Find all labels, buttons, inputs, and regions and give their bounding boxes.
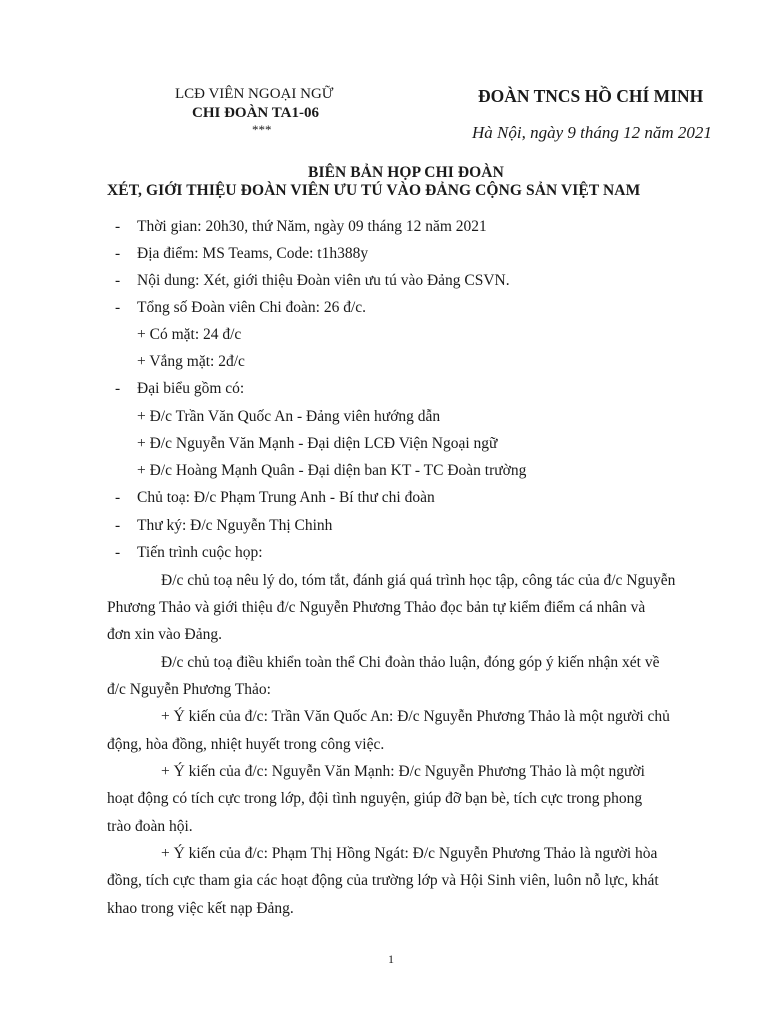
bullet-dash: - (115, 299, 121, 316)
opinion-line: + Ý kiến của đ/c: Phạm Thị Hồng Ngát: Đ/c Nguyễn Phương Thảo là người hòa (161, 845, 658, 862)
bullet-dash: - (115, 218, 121, 235)
page-number: 1 (388, 952, 394, 966)
bullet-dash: - (115, 380, 121, 397)
bullet-dash: - (115, 272, 121, 289)
bullet-dash: - (115, 245, 121, 262)
delegate-item: + Đ/c Trần Văn Quốc An - Đảng viên hướng dẫn (137, 408, 441, 425)
bullet-dash: - (115, 544, 121, 561)
opinion-line: trào đoàn hội. (107, 818, 193, 835)
delegate-item: + Đ/c Hoàng Mạnh Quân - Đại diện ban KT - TC Đoàn trường (137, 462, 527, 479)
meeting-place: Địa điểm: MS Teams, Code: t1h388y (137, 245, 369, 262)
document-title: BIÊN BẢN HỌP CHI ĐOÀN (308, 164, 504, 181)
member-total: Tổng số Đoàn viên Chi đoàn: 26 đ/c. (137, 299, 367, 316)
document-subtitle: XÉT, GIỚI THIỆU ĐOÀN VIÊN ƯU TÚ VÀO ĐẢNG CỘNG SẢN VIỆT NAM (107, 182, 641, 199)
meeting-chair: Chủ toạ: Đ/c Phạm Trung Anh - Bí thư chi đoàn (137, 489, 435, 506)
paragraph-line: Đ/c chủ toạ điều khiển toàn thể Chi đoàn thảo luận, đóng góp ý kiến nhận xét về (161, 654, 660, 671)
delegate-item: + Đ/c Nguyễn Văn Mạnh - Đại diện LCĐ Viện Ngoại ngữ (137, 435, 498, 452)
paragraph-line: Đ/c chủ toạ nêu lý do, tóm tắt, đánh giá quá trình học tập, công tác của đ/c Nguyễn (161, 572, 676, 589)
members-present: + Có mặt: 24 đ/c (137, 326, 242, 343)
opinion-line: động, hòa đồng, nhiệt huyết trong công việc. (107, 736, 385, 753)
delegates-heading: Đại biểu gồm có: (137, 380, 245, 397)
meeting-progress-heading: Tiến trình cuộc họp: (137, 544, 263, 561)
opinion-line: + Ý kiến của đ/c: Nguyễn Văn Mạnh: Đ/c Nguyễn Phương Thảo là một người (161, 763, 645, 780)
document-date: Hà Nội, ngày 9 tháng 12 năm 2021 (472, 123, 712, 142)
paragraph-line: đ/c Nguyễn Phương Thảo: (107, 681, 271, 698)
branch-name: CHI ĐOÀN TA1-06 (192, 105, 319, 121)
members-absent: + Vắng mặt: 2đ/c (137, 353, 245, 370)
opinion-line: hoạt động có tích cực trong lớp, đội tình nguyện, giúp đỡ bạn bè, tích cực trong phong (107, 790, 643, 807)
bullet-dash: - (115, 489, 121, 506)
opinion-line: đồng, tích cực tham gia các hoạt động của trường lớp và Hội Sinh viên, luôn nỗ lực, khát (107, 872, 659, 889)
header-stars: *** (252, 122, 272, 137)
paragraph-line: Phương Thảo và giới thiệu đ/c Nguyễn Phương Thảo đọc bản tự kiểm điểm cá nhân và (107, 599, 646, 616)
meeting-secretary: Thư ký: Đ/c Nguyễn Thị Chinh (137, 517, 333, 534)
paragraph-line: đơn xin vào Đảng. (107, 626, 222, 643)
organization-name: ĐOÀN TNCS HỒ CHÍ MINH (478, 86, 704, 106)
bullet-dash: - (115, 517, 121, 534)
opinion-line: khao trong việc kết nạp Đảng. (107, 900, 294, 917)
meeting-time: Thời gian: 20h30, thứ Năm, ngày 09 tháng 12 năm 2021 (137, 218, 487, 235)
meeting-content: Nội dung: Xét, giới thiệu Đoàn viên ưu tú vào Đảng CSVN. (137, 272, 510, 289)
unit-name: LCĐ VIÊN NGOẠI NGỮ (175, 86, 334, 102)
opinion-line: + Ý kiến của đ/c: Trần Văn Quốc An: Đ/c Nguyễn Phương Thảo là một người chủ (161, 708, 670, 725)
